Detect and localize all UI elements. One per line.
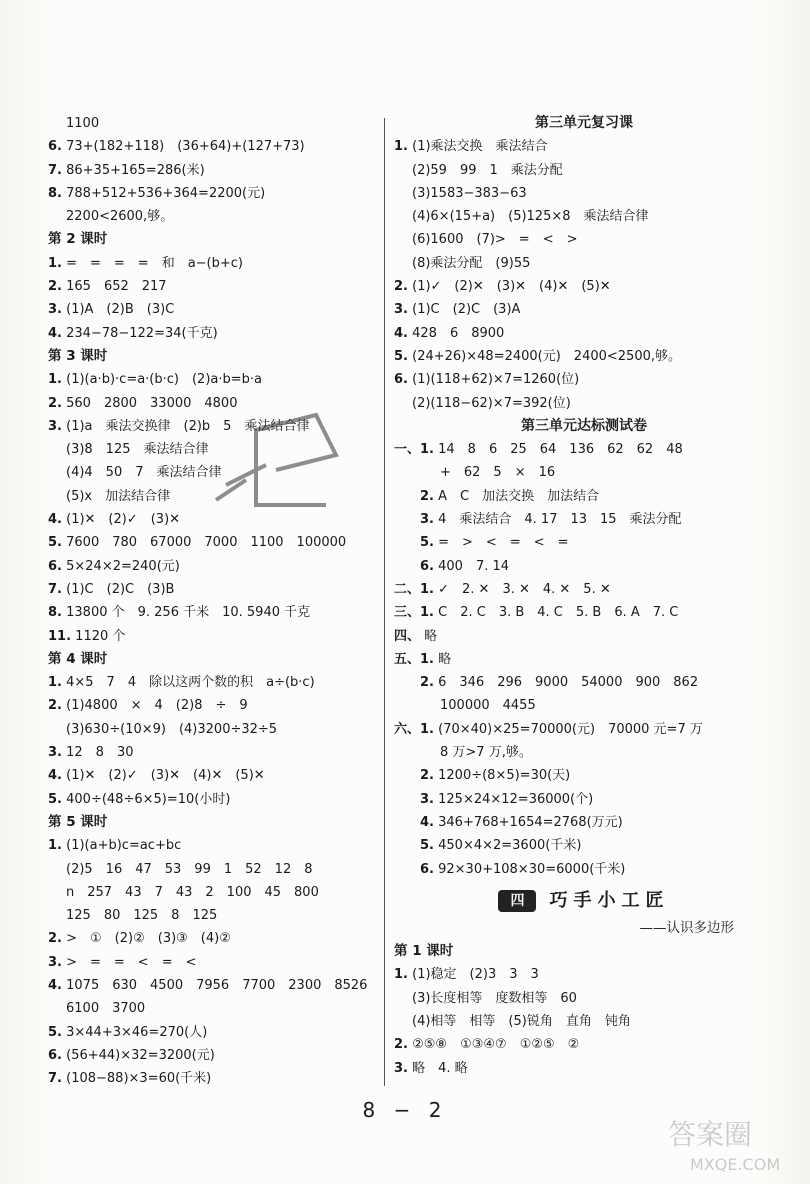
answer-text: 8 万>7 万,够。 [440, 745, 532, 761]
question-number: 1. [48, 838, 62, 854]
answer-line [48, 135, 378, 158]
answer-line [394, 764, 774, 787]
answer-line [394, 555, 774, 578]
answer-text: (5)x 加法结合律 [66, 488, 171, 504]
question-number: 4. [48, 512, 62, 528]
answer-text: 5×24×2=240(元) [66, 558, 180, 574]
answer-text: 165 652 217 [66, 279, 167, 295]
question-number: 2. [394, 279, 408, 295]
watermark-main: 答案圈 [668, 1118, 753, 1151]
answer-line [394, 438, 774, 461]
page-number: 8 − 2 [362, 1098, 448, 1122]
question-number: 2. [420, 488, 434, 504]
answer-text: 12 8 30 [66, 745, 134, 761]
answer-line [394, 578, 774, 601]
answer-text: (1)✓ (2)✕ (3)✕ (4)✕ (5)✕ [412, 279, 611, 295]
answer-line [394, 694, 774, 717]
question-number: 8. [48, 185, 62, 201]
question-number: 11. [48, 628, 72, 644]
answer-text: 1100 [66, 116, 100, 131]
answer-text: 125×24×12=36000(个) [438, 791, 594, 807]
question-number: 3. [394, 1060, 408, 1076]
answer-text: (108−88)×3=60(千米) [66, 1071, 212, 1087]
question-number: 六、1. [394, 721, 434, 737]
question-number: 6. [394, 372, 408, 388]
answer-text: 86+35+165=286(米) [66, 162, 205, 178]
answer-text: (1)4800 × 4 (2)8 ÷ 9 [66, 698, 248, 714]
answer-text: 略 4. 略 [412, 1060, 468, 1076]
answer-text: 346+768+1654=2768(万元) [438, 814, 623, 830]
question-number: 2. [48, 698, 62, 714]
question-number: 8. [48, 605, 62, 621]
answer-text: (4)相等 相等 (5)锐角 直角 钝角 [412, 1013, 631, 1029]
question-number: 3. [420, 791, 434, 807]
answer-line [48, 927, 378, 950]
unit4-header [394, 885, 774, 917]
answer-line [48, 881, 378, 904]
unit4-subtitle: ——认识多边形 [639, 919, 734, 936]
answer-line [48, 974, 378, 997]
answer-text: 450×4×2=3600(千米) [438, 838, 582, 854]
watermark-url: MXQE.COM [690, 1155, 781, 1174]
answer-line [48, 625, 378, 648]
answer-text: > ① (2)② (3)③ (4)② [66, 931, 231, 947]
answer-line [394, 858, 774, 881]
question-number: 4. [48, 768, 62, 784]
answer-line [48, 601, 378, 624]
answer-text: (2)5 16 47 53 99 1 52 12 8 [66, 861, 313, 877]
answer-line [394, 788, 774, 811]
lesson-heading: 第 5 课时 [48, 813, 108, 830]
answer-text: (1)乘法交换 乘法结合 [412, 139, 548, 155]
answer-text: (2)(118−62)×7=392(位) [412, 395, 571, 411]
answer-text: (70×40)×25=70000(元) 70000 元=7 万 [438, 721, 703, 737]
answer-text: (1)(118+62)×7=1260(位) [412, 372, 580, 388]
answer-text: (1)✕ (2)✓ (3)✕ (4)✕ (5)✕ [66, 768, 265, 784]
answer-line [48, 858, 378, 881]
answer-text: (6)1600 (7)> = < > [412, 232, 578, 248]
answer-text: (4)4 50 7 乘法结合律 [66, 465, 222, 481]
answer-line [394, 741, 774, 764]
answer-text: ✓ 2. ✕ 3. ✕ 4. ✕ 5. ✕ [438, 581, 611, 597]
section-heading: 第三单元复习课 [535, 115, 633, 131]
answer-text: (24+26)×48=2400(元) 2400<2500,够。 [412, 348, 681, 364]
question-number: 5. [420, 535, 434, 551]
answer-text: 400 7. 14 [438, 558, 510, 574]
lesson-heading: 第 3 课时 [48, 347, 108, 364]
answer-text: 100000 4455 [440, 698, 536, 714]
answer-line [394, 1010, 774, 1033]
answer-text: (1)A (2)B (3)C [66, 302, 175, 318]
answer-text: 428 6 8900 [412, 325, 505, 341]
answer-line [48, 834, 378, 857]
unit3-answers [394, 112, 774, 881]
answer-text: (2)59 99 1 乘法分配 [412, 162, 563, 178]
answer-line [394, 963, 774, 986]
left-column [48, 112, 378, 1090]
answer-text: 788+512+536+364=2200(元) [66, 185, 266, 201]
answer-line [394, 834, 774, 857]
answer-line [394, 159, 774, 182]
answer-line [394, 368, 774, 391]
answer-text: 125 80 125 8 125 [66, 908, 218, 924]
answer-line [48, 252, 378, 275]
answer-text: 73+(182+118) (36+64)+(127+73) [66, 139, 305, 155]
answer-text: (4)6×(15+a) (5)125×8 乘法结合律 [412, 209, 649, 225]
site-watermark [660, 1108, 800, 1178]
answer-text: 92×30+108×30=6000(千米) [438, 861, 626, 877]
answer-text: ②⑤⑧ ①③④⑦ ①②⑤ ② [412, 1037, 580, 1053]
answer-text: 1075 630 4500 7956 7700 2300 8526 [66, 977, 368, 993]
question-number: 5. [48, 535, 62, 551]
answer-text: 13800 个 9. 256 千米 10. 5940 千克 [66, 605, 311, 621]
answer-text: (1)(a+b)c=ac+bc [66, 838, 182, 854]
answer-text: 2200<2600,够。 [66, 209, 174, 225]
answer-text: 7600 780 67000 7000 1100 100000 [66, 535, 347, 551]
unit4-title: 巧手小工匠 [549, 890, 670, 912]
question-number: 6. [48, 1047, 62, 1063]
answer-text: n 257 43 7 43 2 100 45 800 [66, 884, 319, 900]
answer-text: 1120 个 [75, 628, 126, 644]
answer-line [48, 159, 378, 182]
answer-line [48, 694, 378, 717]
answer-text: C 2. C 3. B 4. C 5. B 6. A 7. C [438, 605, 679, 621]
answer-line [48, 275, 378, 298]
answer-line [48, 555, 378, 578]
answer-text: (1)C (2)C (3)A [412, 302, 521, 318]
answer-line [394, 1057, 774, 1080]
answer-text: (1)稳定 (2)3 3 3 [412, 967, 539, 983]
answer-line [48, 182, 378, 205]
answer-text: (3)8 125 乘法结合律 [66, 442, 209, 458]
question-number: 4. [394, 325, 408, 341]
answer-text: (1)C (2)C (3)B [66, 581, 175, 597]
answer-text: 4×5 7 4 除以这两个数的积 a÷(b·c) [66, 675, 315, 691]
answer-line [394, 811, 774, 834]
answer-text: 4 乘法结合 4. 17 13 15 乘法分配 [438, 512, 682, 528]
question-number: 二、1. [394, 581, 434, 597]
answer-text: (3)长度相等 度数相等 60 [412, 990, 577, 1006]
answer-text: 略 [438, 651, 452, 667]
answer-text: 3×44+3×46=270(人) [66, 1024, 208, 1040]
answer-line [394, 275, 774, 298]
answer-text: A C 加法交换 加法结合 [438, 488, 600, 504]
unit4-badge: 四 [498, 890, 536, 912]
answer-line [48, 322, 378, 345]
answer-line [394, 987, 774, 1010]
lesson-heading: 第 4 课时 [48, 650, 108, 667]
answer-line [394, 345, 774, 368]
unit4-answers [394, 940, 774, 1080]
library-stamp [196, 410, 346, 520]
question-number: 1. [394, 967, 408, 983]
answer-text: 6 346 296 9000 54000 900 862 [438, 675, 699, 691]
question-number: 4. [48, 977, 62, 993]
answer-line [48, 788, 378, 811]
answer-text: (8)乘法分配 (9)55 [412, 255, 531, 271]
answer-line [394, 392, 774, 415]
answer-line [48, 1067, 378, 1090]
question-number: 三、1. [394, 605, 434, 621]
question-number: 2. [420, 768, 434, 784]
answer-text: 6100 3700 [66, 1001, 146, 1017]
question-number: 6. [420, 558, 434, 574]
question-number: 1. [394, 139, 408, 155]
answer-line [48, 1021, 378, 1044]
question-number: 7. [48, 1071, 62, 1087]
column-divider [384, 118, 385, 1086]
answer-line [394, 531, 774, 554]
question-number: 5. [48, 791, 62, 807]
answer-line [394, 135, 774, 158]
question-number: 一、1. [394, 442, 434, 458]
question-number: 四、 [394, 628, 421, 644]
answer-line [48, 718, 378, 741]
answer-text: 400÷(48÷6×5)=10(小时) [66, 791, 231, 807]
answer-line [48, 368, 378, 391]
answer-text: 略 [424, 628, 438, 644]
answer-text: = > < = < = [438, 535, 569, 551]
question-number: 4. [420, 814, 434, 830]
section-heading: 第三单元达标测试卷 [521, 417, 647, 434]
answer-line [394, 322, 774, 345]
answer-text: + 62 5 × 16 [440, 465, 556, 481]
question-number: 五、1. [394, 651, 434, 667]
answer-text: = = = = 和 a−(b+c) [66, 255, 243, 271]
answer-text: 1200÷(8×5)=30(天) [438, 768, 571, 784]
question-number: 1. [48, 372, 62, 388]
answer-text: (56+44)×32=3200(元) [66, 1047, 215, 1063]
question-number: 2. [48, 279, 62, 295]
answer-line [48, 741, 378, 764]
answer-line [48, 1044, 378, 1067]
question-number: 1. [48, 675, 62, 691]
question-number: 7. [48, 162, 62, 178]
answer-line [48, 671, 378, 694]
question-number: 7. [48, 581, 62, 597]
answer-line [48, 997, 378, 1020]
question-number: 5. [394, 348, 408, 364]
answer-line [394, 182, 774, 205]
answer-text: 14 8 6 25 64 136 62 62 48 [438, 442, 683, 458]
question-number: 6. [48, 558, 62, 574]
answer-line [394, 1033, 774, 1056]
answer-text: (1)(a·b)·c=a·(b·c) (2)a·b=b·a [66, 372, 262, 388]
answer-text: 234−78−122=34(千克) [66, 325, 218, 341]
answer-line [394, 671, 774, 694]
answer-text: > = = < = < [66, 954, 197, 970]
question-number: 2. [394, 1037, 408, 1053]
answer-line [394, 625, 774, 648]
lesson-heading: 第 2 课时 [48, 231, 108, 248]
answer-line [394, 298, 774, 321]
answer-line [394, 718, 774, 741]
answer-line [48, 298, 378, 321]
answer-line [394, 205, 774, 228]
question-number: 2. [420, 675, 434, 691]
lesson-heading: 第 1 课时 [394, 943, 454, 960]
question-number: 5. [420, 838, 434, 854]
question-number: 1. [48, 255, 62, 271]
answer-line [48, 205, 378, 228]
answer-line [48, 112, 378, 135]
answer-line [48, 951, 378, 974]
answer-line [394, 252, 774, 275]
answer-line [48, 904, 378, 927]
question-number: 5. [48, 1024, 62, 1040]
question-number: 3. [48, 302, 62, 318]
question-number: 2. [48, 395, 62, 411]
answer-line [48, 764, 378, 787]
question-number: 6. [420, 861, 434, 877]
right-column [394, 112, 774, 1080]
answer-line [394, 485, 774, 508]
answer-line [394, 508, 774, 531]
answer-text: (1)a 乘法交换律 (2)b 5 乘法结合律 [66, 418, 310, 434]
question-number: 3. [48, 745, 62, 761]
question-number: 3. [48, 954, 62, 970]
answer-line [48, 531, 378, 554]
question-number: 6. [48, 139, 62, 155]
answer-text: (3)1583−383−63 [412, 185, 527, 201]
question-number: 3. [394, 302, 408, 318]
question-number: 3. [48, 418, 62, 434]
answer-line [48, 578, 378, 601]
answer-line [394, 601, 774, 624]
answer-line [394, 461, 774, 484]
answer-text: (1)✕ (2)✓ (3)✕ [66, 512, 181, 528]
question-number: 4. [48, 325, 62, 341]
answer-line [394, 228, 774, 251]
answer-text: 560 2800 33000 4800 [66, 395, 238, 411]
answer-text: (3)630÷(10×9) (4)3200÷32÷5 [66, 721, 278, 737]
question-number: 3. [420, 512, 434, 528]
question-number: 2. [48, 931, 62, 947]
answer-line [394, 648, 774, 671]
